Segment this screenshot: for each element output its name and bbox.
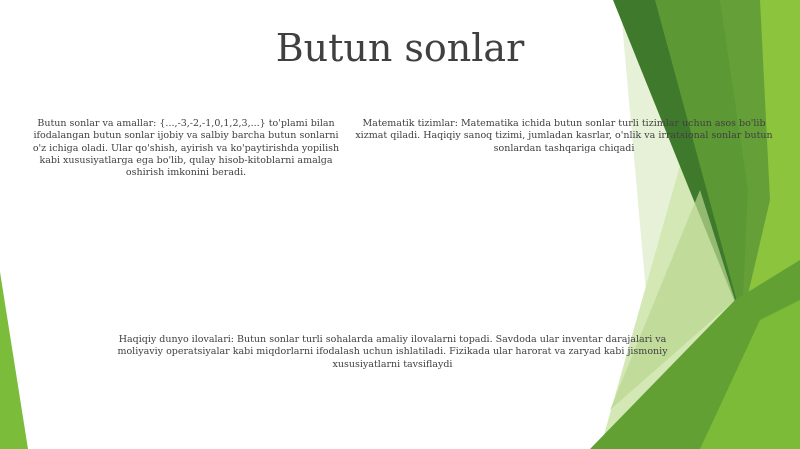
left-edge-facet	[0, 272, 28, 449]
paragraph-integers-operations: Butun sonlar va amallar: {...,-3,-2,-1,0,1,2,3,...} to'plami bilan ifodalangan butun sonlar ijobiy va salbiy barcha butun sonlarni o'z ichiga oladi. Ular qo'shish, ayirish va ko'paytirishda yopilish kabi xususiyatlarga ega bo'lib, qulay hisob-kitoblarni amalga oshirish imkonini beradi.	[32, 118, 340, 179]
slide-title: Butun sonlar	[275, 26, 525, 70]
paragraph-math-systems: Matematik tizimlar: Matematika ichida butun sonlar turli tizimlar uchun asos bo'lib xizmat qiladi. Haqiqiy sanoq tizimi, jumladan kasrlar, o'nlik va irratsional sonlar butun sonlardan tashqariga chiqadi	[355, 118, 773, 154]
paragraph-real-world-applications: Haqiqiy dunyo ilovalari: Butun sonlar turli sohalarda amaliy ilovalarni topadi. Savdoda ular inventar darajalari va moliyaviy operatsiyalar kabi miqdorlarni ifodalash uchun ishlatiladi. Fizikada ular harorat va zaryad kabi jismoniy xususiyatlarni tavsiflaydi	[117, 334, 668, 370]
